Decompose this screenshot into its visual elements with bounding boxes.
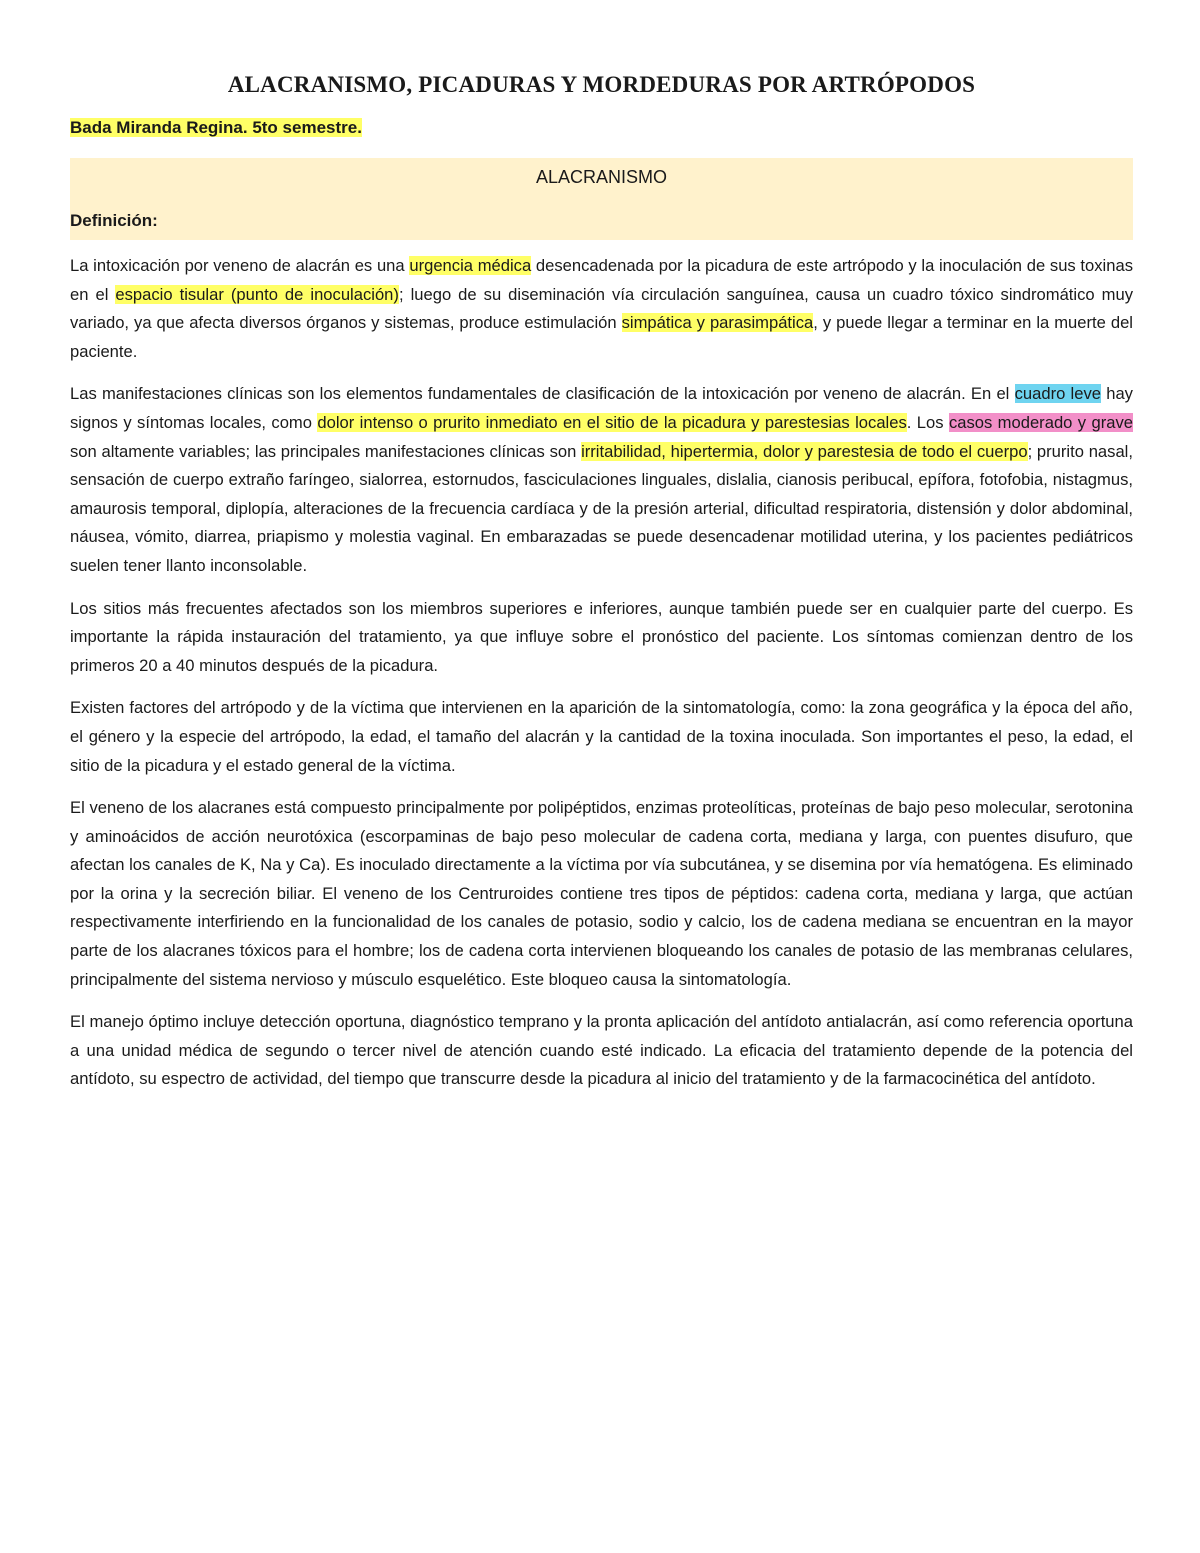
highlighted-text: dolor intenso o prurito inmediato en el sitio de la picadura y parestesias locales	[317, 412, 907, 432]
paragraph-text: La intoxicación por veneno de alacrán es una	[70, 256, 410, 275]
highlighted-text: espacio tisular (punto de inoculación)	[115, 284, 399, 304]
highlighted-text: cuadro leve	[1014, 384, 1101, 404]
paragraph	[70, 794, 1133, 994]
paragraph-text: ; prurito nasal, sensación de cuerpo extraño faríngeo, sialorrea, estornudos, fasciculaciones linguales, dislalia, cianosis peribucal, epífora, fotofobia, nistagmus, amaurosis temporal, diplopía, alteraciones de la frecuencia cardíaca y de la presión arterial, dificultad respiratoria, distensión y dolor abdominal, náusea, vómito, diarrea, priapismo y molestia vaginal. En embarazadas se puede desencadenar motilidad uterina, y los pacientes pediátricos suelen tener llanto inconsolable.	[70, 441, 1133, 575]
paragraph-text: son altamente variables; las principales manifestaciones clínicas son	[70, 441, 582, 461]
section-header-band	[70, 158, 1133, 240]
section-heading: ALACRANISMO	[535, 167, 668, 187]
paragraph-text: desencadenada por la picadura de este artrópodo y la inoculación de sus toxinas en el	[70, 256, 1134, 304]
paragraph-text: Existen factores del artrópodo y de la víctima que intervienen en la aparición de la sintomatología, como: la zona geográfica y la época del año, el género y la especie del artrópodo, la edad, el tamaño del alacrán y la cantidad de la toxina inoculada. Son importantes el peso, la edad, el sitio de la picadura y el estado general de la víctima.	[70, 698, 1133, 775]
paragraph-text: Los sitios más frecuentes afectados son los miembros superiores e inferiores, aunque también puede ser en cualquier parte del cuerpo. Es importante la rápida instauración del tratamiento, ya que influye sobre el pronóstico del paciente. Los síntomas comienzan dentro de los primeros 20 a 40 minutos después de la picadura.	[70, 598, 1133, 675]
author-line	[70, 118, 1133, 138]
body-text	[70, 252, 1133, 1094]
highlighted-text: casos moderado y grave	[948, 412, 1133, 432]
paragraph	[70, 694, 1133, 780]
highlighted-text: irritabilidad, hipertermia, dolor y parestesia de todo el cuerpo	[581, 441, 1028, 461]
highlighted-text: urgencia médica	[409, 256, 532, 275]
paragraph-text: El manejo óptimo incluye detección oportuna, diagnóstico temprano y la pronta aplicación del antídoto antialacrán, así como referencia oportuna a una unidad médica de segundo o tercer nivel de atención cuando esté indicado. La eficacia del tratamiento depende de la potencia del antídoto, su espectro de actividad, del tiempo que transcurre desde la picadura al inicio del tratamiento y de la farmacocinética del antídoto.	[70, 1012, 1133, 1089]
highlighted-text: simpática y parasimpática	[621, 313, 814, 333]
paragraph	[70, 380, 1133, 580]
paragraph	[70, 595, 1133, 681]
paragraph	[70, 252, 1133, 366]
paragraph-text: El veneno de los alacranes está compuesto principalmente por polipéptidos, enzimas proteolíticas, proteínas de bajo peso molecular, serotonina y aminoácidos de acción neurotóxica (escorpaminas de bajo peso molecular de cadena corta, mediana y larga, con puentes disufuro, que afectan los canales de K, Na y Ca). Es inoculado directamente a la víctima por vía subcutánea, y se disemina por vía hematógena. Es eliminado por la orina y la secreción biliar. El veneno de los Centruroides contiene tres tipos de péptidos: cadena corta, mediana y larga, que actúan respectivamente interfiriendo en la funcionalidad de los canales de potasio, sodio y calcio, los de cadena mediana se encuentran en la mayor parte de los alacranes tóxicos para el hombre; los de cadena corta intervienen bloqueando los canales de potasio de las membranas celulares, principalmente del sistema nervioso y músculo esquelético. Este bloqueo causa la sintomatología.	[70, 798, 1133, 989]
paragraph-text: hay signos y síntomas locales, como	[70, 384, 1133, 432]
paragraph-text: ; luego de su diseminación vía circulación sanguínea, causa un cuadro tóxico sindromático muy variado, ya que afecta diversos órganos y sistemas, produce estimulación	[70, 284, 1133, 333]
document-title: ALACRANISMO, PICADURAS Y MORDEDURAS POR ARTRÓPODOS	[227, 72, 976, 97]
paragraph-text: Las manifestaciones clínicas son los elementos fundamentales de clasificación de la intoxicación por veneno de alacrán. En el	[70, 384, 1015, 404]
paragraph-text: . Los	[906, 412, 949, 432]
paragraph	[70, 1008, 1133, 1094]
definition-label: Definición:	[70, 211, 158, 230]
author-name: Bada Miranda Regina. 5to semestre.	[70, 118, 362, 137]
paragraph-text: , y puede llegar a terminar en la muerte del paciente.	[70, 313, 1133, 361]
document-page	[70, 0, 1133, 1094]
